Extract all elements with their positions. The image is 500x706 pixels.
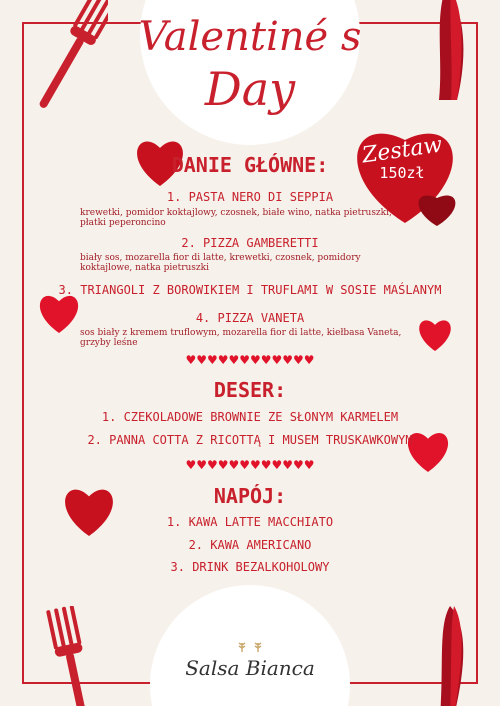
brand-logo-text: Salsa Bianca	[185, 656, 315, 680]
title-line1: Valentiné s	[138, 14, 362, 60]
dessert-item: 2. PANNA COTTA Z RICOTTĄ I MUSEM TRUSKAWKOWYM	[87, 433, 413, 447]
main-item-name: 3. TRIANGOLI Z BOROWIKIEM I TRUFLAMI W SOSIE MAŚLANYM	[58, 283, 442, 297]
drink-item: 3. DRINK BEZALKOHOLOWY	[170, 560, 330, 574]
hearts-divider: ♥♥♥♥♥♥♥♥♥♥♥♥	[185, 458, 315, 472]
drink-item: 2. KAWA AMERICANO	[188, 538, 312, 552]
main-item-desc: sos biały z kremem truflowym, mozarella fior di latte, kiełbasa Vaneta, grzyby leśne	[80, 328, 402, 348]
title-line2: Day	[204, 62, 296, 116]
main-item-name: 1. PASTA NERO DI SEPPIA	[166, 190, 334, 204]
mains-heading: DANIE GŁÓWNE:	[171, 153, 329, 177]
dessert-heading: DESER:	[213, 378, 287, 402]
main-item-desc: biały sos, mozarella fior di latte, krewetki, czosnek, pomidory koktajlowe, natka pietruszki	[80, 253, 361, 273]
badge-price: 150zł	[379, 164, 425, 182]
dessert-item: 1. CZEKOLADOWE BROWNIE ZE SŁONYM KARMELEM	[101, 410, 399, 424]
main-item-name: 2. PIZZA GAMBERETTI	[181, 236, 319, 250]
wheat-logo-icon	[236, 640, 264, 652]
main-item-desc: krewetki, pomidor koktajlowy, czosnek, białe wino, natka pietruszki, płatki peperoncino	[80, 208, 392, 228]
badge-label: Zestaw	[360, 132, 444, 169]
main-item-name: 4. PIZZA VANETA	[195, 311, 305, 325]
hearts-divider: ♥♥♥♥♥♥♥♥♥♥♥♥	[185, 353, 315, 367]
drinks-heading: NAPÓJ:	[213, 484, 287, 508]
drink-item: 1. KAWA LATTE MACCHIATO	[166, 515, 334, 529]
